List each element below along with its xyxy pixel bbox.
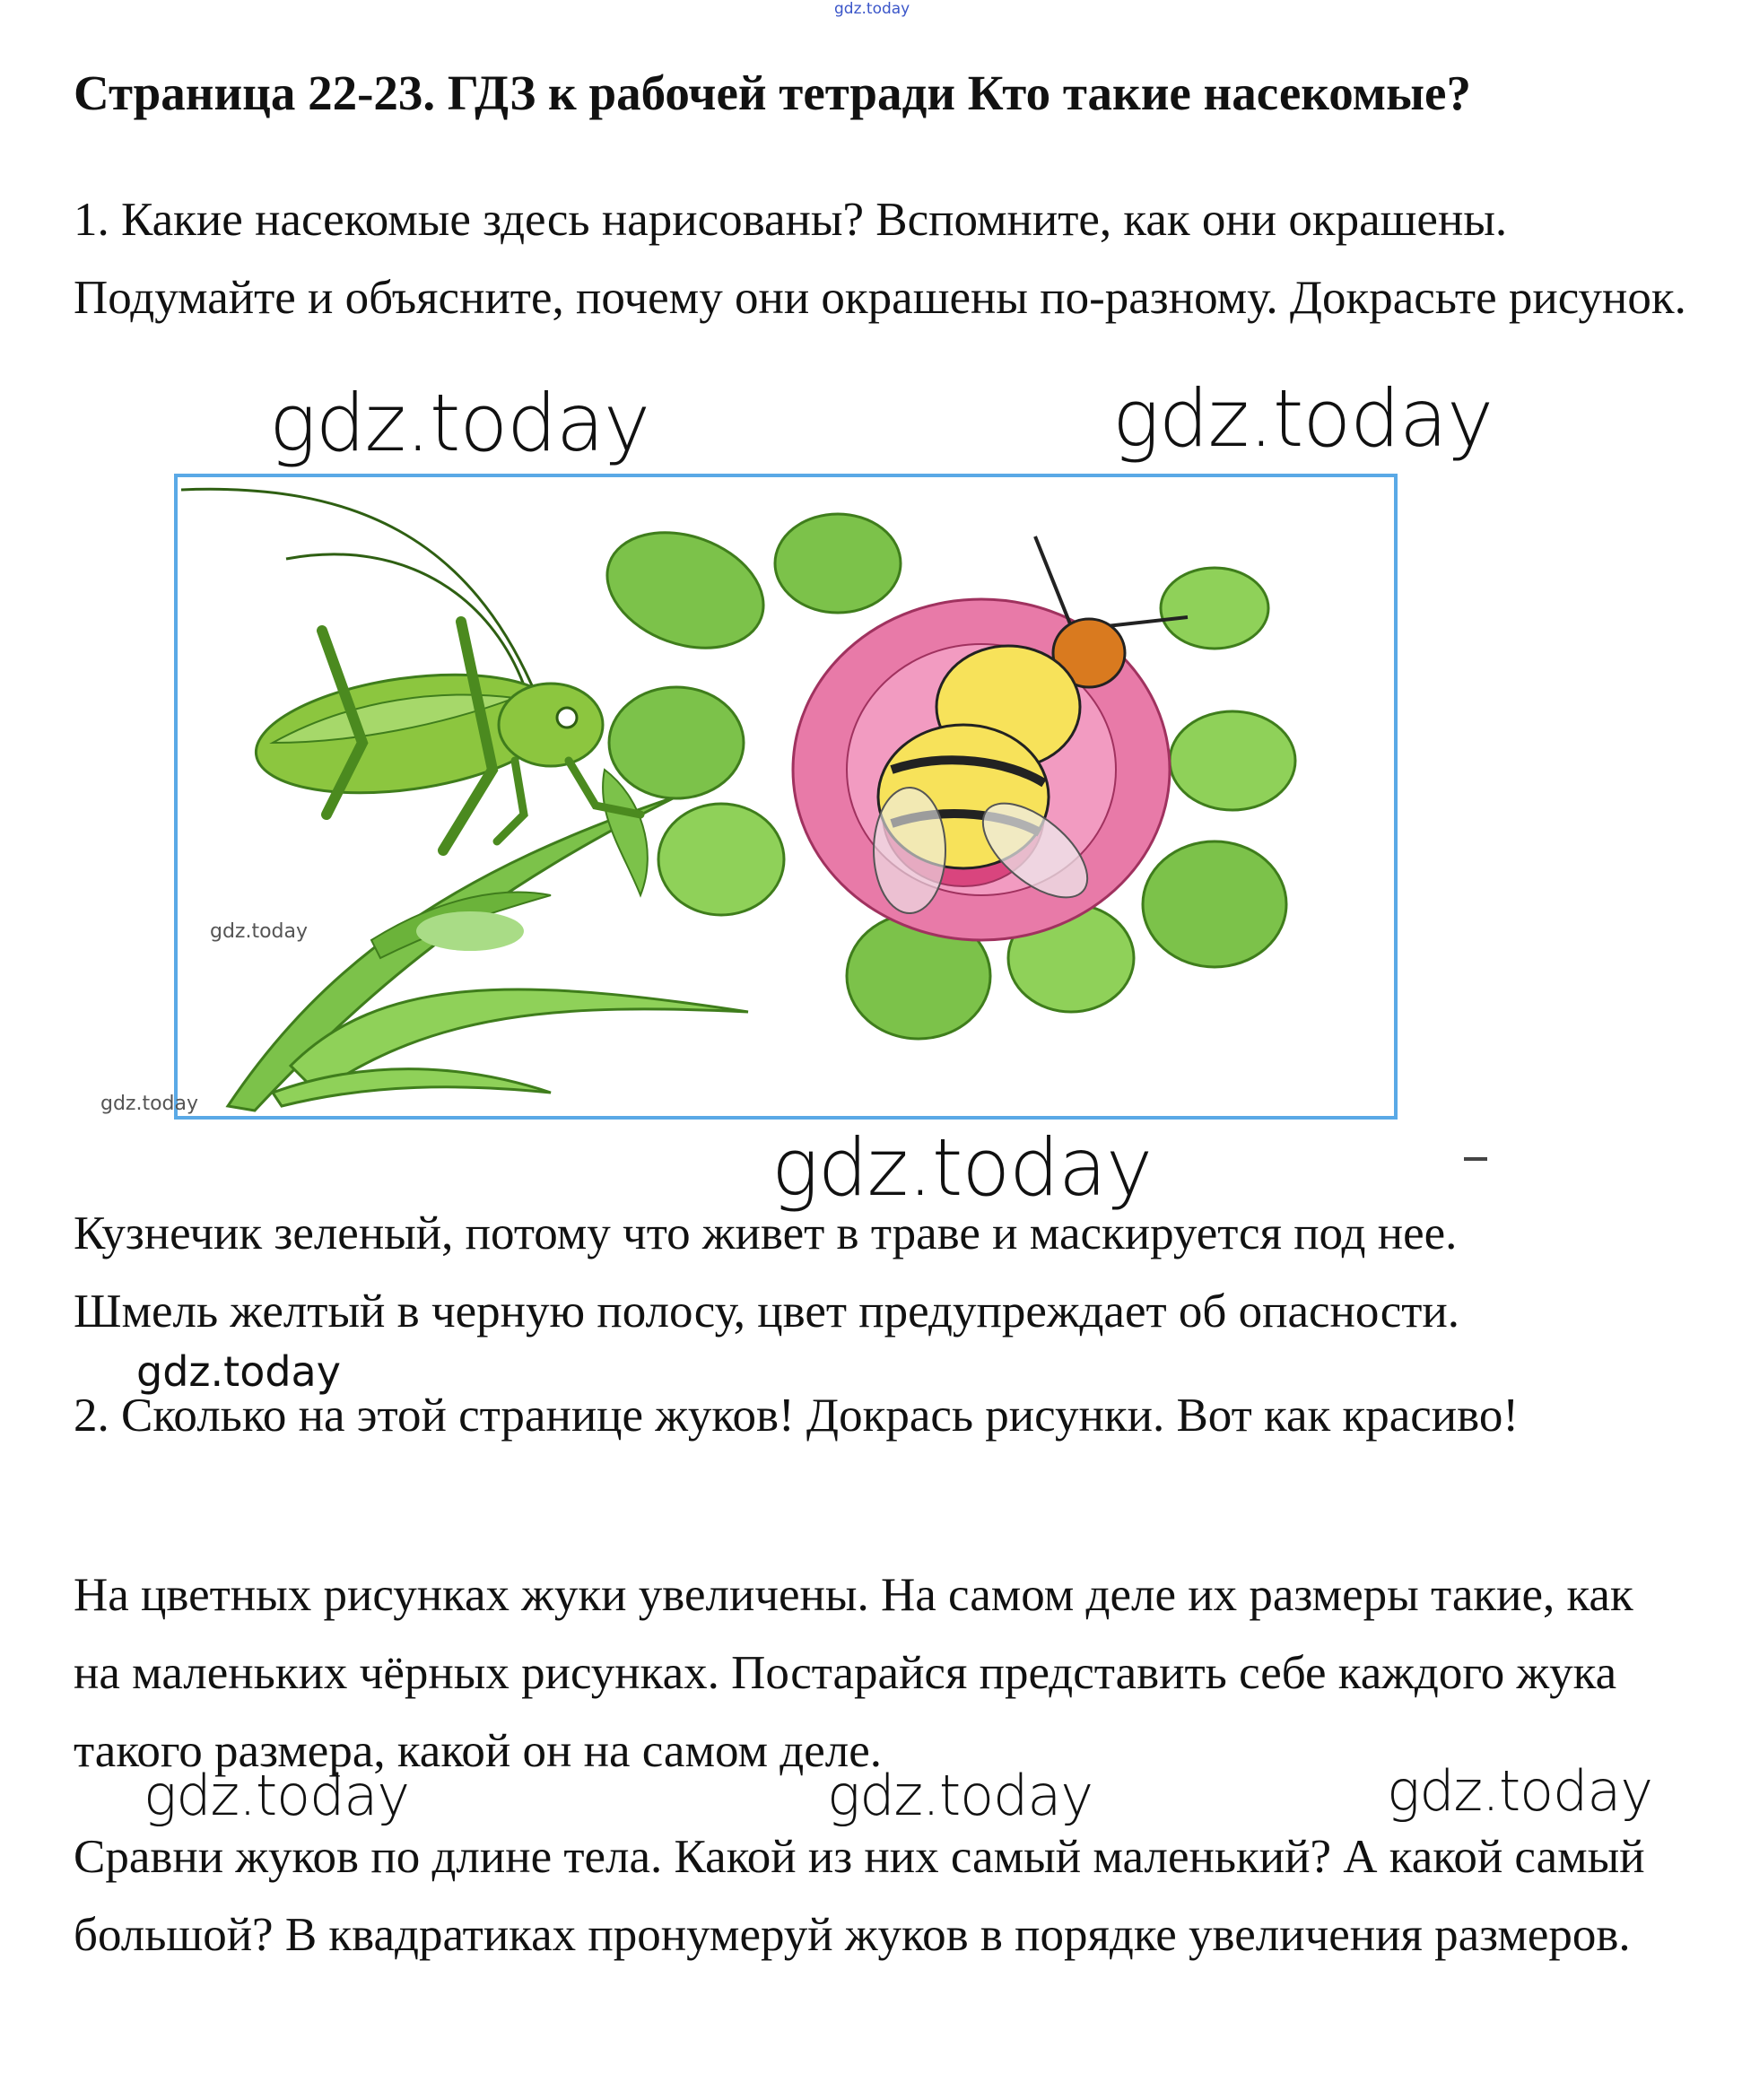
watermark-7: gdz.today [1387,1758,1653,1824]
watermark-4: gdz.today [136,1347,341,1396]
watermark-1: gdz.today [269,377,650,469]
task1-question: 1. Какие насекомые здесь нарисованы? Вспомните, как они окрашены. Подумайте и объясните, почему они окрашены по-разному. Докрасьте рисунок. [74,194,1686,324]
task1-answer-line2: Шмель желтый в черную полосу, цвет предупреждает об опасности. [74,1285,1459,1338]
task1-answer-line1: Кузнечик зеленый, потому что живет в траве и маскируется под нее. [74,1207,1458,1259]
watermark-3: gdz.today [771,1121,1153,1214]
watermark-2: gdz.today [1112,372,1494,465]
watermark-figure-2: gdz.today [100,1093,199,1115]
insects-illustration [174,474,1398,1120]
task2-paragraph2: Сравни жуков по длине тела. Какой из них самый маленький? А какой самый большой? В квадратиках пронумеруй жуков в порядке увеличения размеров. [74,1831,1645,1961]
watermark-6: gdz.today [827,1763,1093,1828]
task2-paragraph1: На цветных рисунках жуки увеличены. На самом деле их размеры такие, как на маленьких чёрных рисунках. Постарайся представить себе каждого жука такого размера, какой он на самом деле. [74,1569,1633,1777]
watermark-top: gdz.today [834,0,910,18]
task2-question: 2. Сколько на этой странице жуков! Докрась рисунки. Вот как красиво! [74,1390,1519,1442]
watermark-figure-1: gdz.today [210,920,309,943]
watermark-5: gdz.today [144,1763,410,1828]
page-title: Страница 22-23. ГДЗ к рабочей тетради Кто такие насекомые? [74,65,1471,120]
stray-mark [1464,1157,1487,1161]
